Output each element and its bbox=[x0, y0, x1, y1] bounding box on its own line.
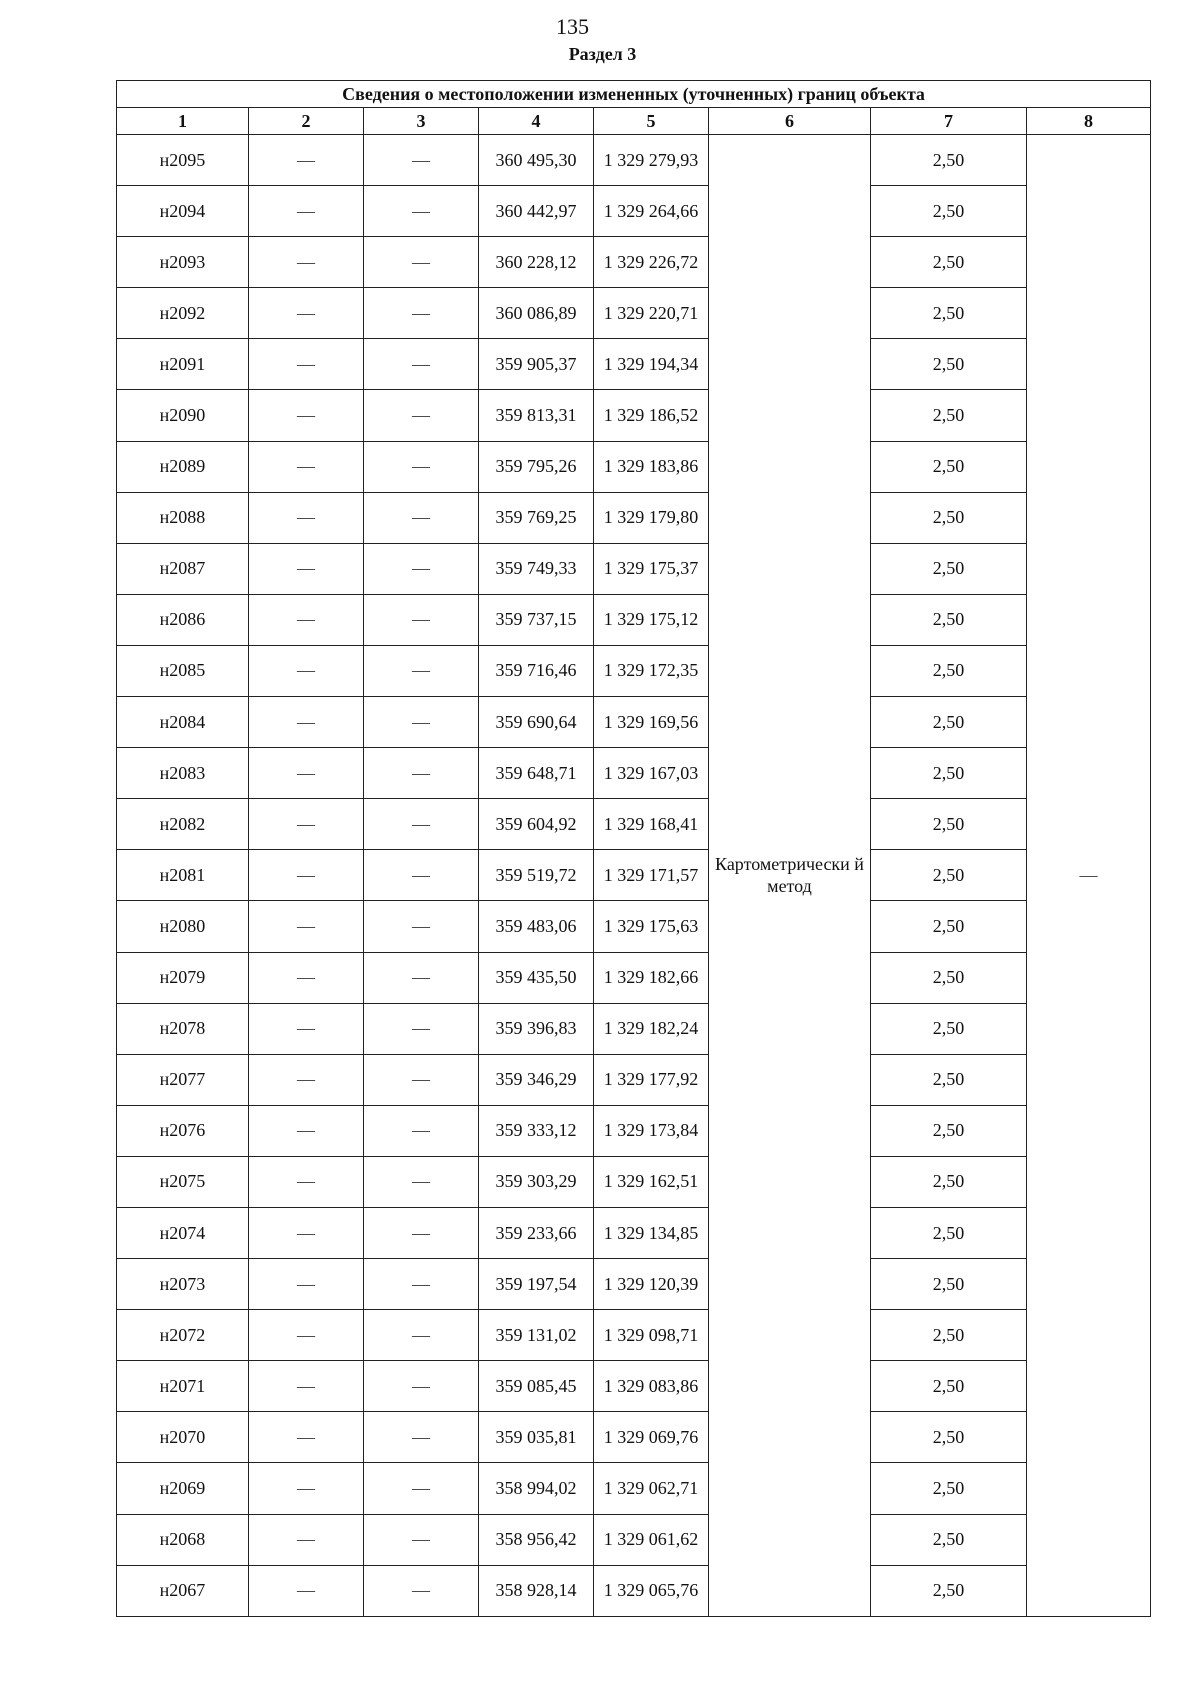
x-coordinate-cell: 360 442,97 bbox=[479, 186, 594, 237]
column-3-cell: — bbox=[364, 288, 479, 339]
column-3-cell: — bbox=[364, 1003, 479, 1054]
x-coordinate-cell: 359 795,26 bbox=[479, 441, 594, 492]
column-3-cell: — bbox=[364, 952, 479, 1003]
column-2-cell: — bbox=[249, 799, 364, 850]
column-2-cell: — bbox=[249, 135, 364, 186]
y-coordinate-cell: 1 329 168,41 bbox=[594, 799, 709, 850]
column-2-cell: — bbox=[249, 901, 364, 952]
column-2-cell: — bbox=[249, 390, 364, 441]
column-3-cell: — bbox=[364, 901, 479, 952]
table-row bbox=[117, 237, 1151, 288]
column-number-1: 1 bbox=[117, 108, 249, 135]
point-name-cell: н2092 bbox=[117, 288, 249, 339]
table-row bbox=[117, 135, 1151, 186]
precision-cell: 2,50 bbox=[871, 492, 1027, 543]
point-name-cell: н2090 bbox=[117, 390, 249, 441]
column-3-cell: — bbox=[364, 748, 479, 799]
table-row bbox=[117, 1463, 1151, 1514]
precision-cell: 2,50 bbox=[871, 135, 1027, 186]
column-3-cell: — bbox=[364, 390, 479, 441]
point-name-cell: н2073 bbox=[117, 1259, 249, 1310]
precision-cell: 2,50 bbox=[871, 1310, 1027, 1361]
point-name-cell: н2083 bbox=[117, 748, 249, 799]
table-row bbox=[117, 1514, 1151, 1565]
point-name-cell: н2068 bbox=[117, 1514, 249, 1565]
y-coordinate-cell: 1 329 179,80 bbox=[594, 492, 709, 543]
column-2-cell: — bbox=[249, 1156, 364, 1207]
column-3-cell: — bbox=[364, 339, 479, 390]
column-3-cell: — bbox=[364, 1514, 479, 1565]
boundary-coordinates-table bbox=[116, 80, 1151, 1617]
column-3-cell: — bbox=[364, 492, 479, 543]
column-2-cell: — bbox=[249, 339, 364, 390]
column-number-7: 7 bbox=[871, 108, 1027, 135]
column-2-cell: — bbox=[249, 1463, 364, 1514]
column-3-cell: — bbox=[364, 186, 479, 237]
column-2-cell: — bbox=[249, 1207, 364, 1258]
table-row bbox=[117, 645, 1151, 696]
table-row bbox=[117, 1310, 1151, 1361]
column-2-cell: — bbox=[249, 186, 364, 237]
y-coordinate-cell: 1 329 183,86 bbox=[594, 441, 709, 492]
table-row bbox=[117, 1105, 1151, 1156]
column-2-cell: — bbox=[249, 645, 364, 696]
column-2-cell: — bbox=[249, 441, 364, 492]
column-3-cell: — bbox=[364, 441, 479, 492]
point-name-cell: н2086 bbox=[117, 594, 249, 645]
precision-cell: 2,50 bbox=[871, 799, 1027, 850]
column-2-cell: — bbox=[249, 492, 364, 543]
x-coordinate-cell: 359 769,25 bbox=[479, 492, 594, 543]
table-row bbox=[117, 186, 1151, 237]
point-name-cell: н2094 bbox=[117, 186, 249, 237]
point-name-cell: н2078 bbox=[117, 1003, 249, 1054]
table-row bbox=[117, 441, 1151, 492]
precision-cell: 2,50 bbox=[871, 1207, 1027, 1258]
column-2-cell: — bbox=[249, 748, 364, 799]
x-coordinate-cell: 360 228,12 bbox=[479, 237, 594, 288]
y-coordinate-cell: 1 329 134,85 bbox=[594, 1207, 709, 1258]
x-coordinate-cell: 360 495,30 bbox=[479, 135, 594, 186]
column-2-cell: — bbox=[249, 1105, 364, 1156]
column-2-cell: — bbox=[249, 1310, 364, 1361]
table-row bbox=[117, 288, 1151, 339]
table-caption: Сведения о местоположении измененных (уточненных) границ объекта bbox=[117, 81, 1151, 108]
y-coordinate-cell: 1 329 175,63 bbox=[594, 901, 709, 952]
y-coordinate-cell: 1 329 062,71 bbox=[594, 1463, 709, 1514]
precision-cell: 2,50 bbox=[871, 543, 1027, 594]
column-3-cell: — bbox=[364, 645, 479, 696]
y-coordinate-cell: 1 329 083,86 bbox=[594, 1361, 709, 1412]
precision-cell: 2,50 bbox=[871, 1156, 1027, 1207]
y-coordinate-cell: 1 329 169,56 bbox=[594, 697, 709, 748]
x-coordinate-cell: 359 396,83 bbox=[479, 1003, 594, 1054]
table-row bbox=[117, 543, 1151, 594]
x-coordinate-cell: 359 035,81 bbox=[479, 1412, 594, 1463]
point-name-cell: н2084 bbox=[117, 697, 249, 748]
point-name-cell: н2091 bbox=[117, 339, 249, 390]
column-3-cell: — bbox=[364, 543, 479, 594]
y-coordinate-cell: 1 329 226,72 bbox=[594, 237, 709, 288]
x-coordinate-cell: 359 303,29 bbox=[479, 1156, 594, 1207]
point-name-cell: н2070 bbox=[117, 1412, 249, 1463]
column-3-cell: — bbox=[364, 1207, 479, 1258]
method-cell: Картометрически й метод bbox=[709, 135, 871, 1617]
column-number-6: 6 bbox=[709, 108, 871, 135]
point-name-cell: н2071 bbox=[117, 1361, 249, 1412]
column-2-cell: — bbox=[249, 1361, 364, 1412]
column-number-8: 8 bbox=[1027, 108, 1151, 135]
point-name-cell: н2093 bbox=[117, 237, 249, 288]
column-3-cell: — bbox=[364, 135, 479, 186]
column-2-cell: — bbox=[249, 1054, 364, 1105]
table-row bbox=[117, 1412, 1151, 1463]
column-3-cell: — bbox=[364, 237, 479, 288]
precision-cell: 2,50 bbox=[871, 594, 1027, 645]
point-name-cell: н2095 bbox=[117, 135, 249, 186]
column-3-cell: — bbox=[364, 697, 479, 748]
y-coordinate-cell: 1 329 120,39 bbox=[594, 1259, 709, 1310]
column-3-cell: — bbox=[364, 1156, 479, 1207]
column-2-cell: — bbox=[249, 288, 364, 339]
x-coordinate-cell: 359 131,02 bbox=[479, 1310, 594, 1361]
column-8-cell: — bbox=[1027, 135, 1151, 1617]
precision-cell: 2,50 bbox=[871, 186, 1027, 237]
point-name-cell: н2081 bbox=[117, 850, 249, 901]
point-name-cell: н2067 bbox=[117, 1565, 249, 1616]
point-name-cell: н2087 bbox=[117, 543, 249, 594]
y-coordinate-cell: 1 329 069,76 bbox=[594, 1412, 709, 1463]
precision-cell: 2,50 bbox=[871, 1412, 1027, 1463]
y-coordinate-cell: 1 329 171,57 bbox=[594, 850, 709, 901]
column-2-cell: — bbox=[249, 1412, 364, 1463]
x-coordinate-cell: 359 333,12 bbox=[479, 1105, 594, 1156]
point-name-cell: н2069 bbox=[117, 1463, 249, 1514]
page-number: 135 bbox=[556, 14, 589, 39]
column-3-cell: — bbox=[364, 1361, 479, 1412]
y-coordinate-cell: 1 329 186,52 bbox=[594, 390, 709, 441]
y-coordinate-cell: 1 329 175,37 bbox=[594, 543, 709, 594]
table-row bbox=[117, 901, 1151, 952]
point-name-cell: н2076 bbox=[117, 1105, 249, 1156]
x-coordinate-cell: 359 604,92 bbox=[479, 799, 594, 850]
x-coordinate-cell: 359 483,06 bbox=[479, 901, 594, 952]
table-row bbox=[117, 339, 1151, 390]
x-coordinate-cell: 359 197,54 bbox=[479, 1259, 594, 1310]
precision-cell: 2,50 bbox=[871, 1259, 1027, 1310]
precision-cell: 2,50 bbox=[871, 1105, 1027, 1156]
point-name-cell: н2088 bbox=[117, 492, 249, 543]
point-name-cell: н2077 bbox=[117, 1054, 249, 1105]
precision-cell: 2,50 bbox=[871, 1565, 1027, 1616]
table-row bbox=[117, 799, 1151, 850]
column-2-cell: — bbox=[249, 594, 364, 645]
point-name-cell: н2089 bbox=[117, 441, 249, 492]
table-row bbox=[117, 1207, 1151, 1258]
point-name-cell: н2079 bbox=[117, 952, 249, 1003]
y-coordinate-cell: 1 329 220,71 bbox=[594, 288, 709, 339]
point-name-cell: н2075 bbox=[117, 1156, 249, 1207]
x-coordinate-cell: 359 737,15 bbox=[479, 594, 594, 645]
precision-cell: 2,50 bbox=[871, 339, 1027, 390]
x-coordinate-cell: 359 233,66 bbox=[479, 1207, 594, 1258]
column-3-cell: — bbox=[364, 1565, 479, 1616]
precision-cell: 2,50 bbox=[871, 748, 1027, 799]
point-name-cell: н2082 bbox=[117, 799, 249, 850]
column-2-cell: — bbox=[249, 1003, 364, 1054]
precision-cell: 2,50 bbox=[871, 1514, 1027, 1565]
table-row bbox=[117, 952, 1151, 1003]
table-row bbox=[117, 594, 1151, 645]
column-number-3: 3 bbox=[364, 108, 479, 135]
table-row bbox=[117, 390, 1151, 441]
x-coordinate-cell: 359 346,29 bbox=[479, 1054, 594, 1105]
y-coordinate-cell: 1 329 175,12 bbox=[594, 594, 709, 645]
table-row bbox=[117, 850, 1151, 901]
precision-cell: 2,50 bbox=[871, 1003, 1027, 1054]
table-row bbox=[117, 748, 1151, 799]
precision-cell: 2,50 bbox=[871, 237, 1027, 288]
precision-cell: 2,50 bbox=[871, 952, 1027, 1003]
column-number-5: 5 bbox=[594, 108, 709, 135]
y-coordinate-cell: 1 329 177,92 bbox=[594, 1054, 709, 1105]
y-coordinate-cell: 1 329 065,76 bbox=[594, 1565, 709, 1616]
table-body bbox=[117, 135, 1151, 1617]
precision-cell: 2,50 bbox=[871, 1463, 1027, 1514]
y-coordinate-cell: 1 329 264,66 bbox=[594, 186, 709, 237]
x-coordinate-cell: 358 956,42 bbox=[479, 1514, 594, 1565]
column-number-row bbox=[117, 108, 1151, 135]
table-row bbox=[117, 1156, 1151, 1207]
precision-cell: 2,50 bbox=[871, 645, 1027, 696]
y-coordinate-cell: 1 329 162,51 bbox=[594, 1156, 709, 1207]
y-coordinate-cell: 1 329 173,84 bbox=[594, 1105, 709, 1156]
x-coordinate-cell: 359 905,37 bbox=[479, 339, 594, 390]
column-3-cell: — bbox=[364, 1463, 479, 1514]
x-coordinate-cell: 359 519,72 bbox=[479, 850, 594, 901]
column-2-cell: — bbox=[249, 237, 364, 288]
column-2-cell: — bbox=[249, 1259, 364, 1310]
x-coordinate-cell: 359 435,50 bbox=[479, 952, 594, 1003]
point-name-cell: н2074 bbox=[117, 1207, 249, 1258]
column-3-cell: — bbox=[364, 1054, 479, 1105]
column-2-cell: — bbox=[249, 543, 364, 594]
table-row bbox=[117, 697, 1151, 748]
precision-cell: 2,50 bbox=[871, 901, 1027, 952]
point-name-cell: н2080 bbox=[117, 901, 249, 952]
x-coordinate-cell: 359 813,31 bbox=[479, 390, 594, 441]
y-coordinate-cell: 1 329 182,24 bbox=[594, 1003, 709, 1054]
column-3-cell: — bbox=[364, 1105, 479, 1156]
y-coordinate-cell: 1 329 194,34 bbox=[594, 339, 709, 390]
column-2-cell: — bbox=[249, 850, 364, 901]
x-coordinate-cell: 358 994,02 bbox=[479, 1463, 594, 1514]
column-3-cell: — bbox=[364, 1259, 479, 1310]
x-coordinate-cell: 359 716,46 bbox=[479, 645, 594, 696]
x-coordinate-cell: 360 086,89 bbox=[479, 288, 594, 339]
precision-cell: 2,50 bbox=[871, 1054, 1027, 1105]
column-3-cell: — bbox=[364, 1310, 479, 1361]
column-3-cell: — bbox=[364, 850, 479, 901]
column-2-cell: — bbox=[249, 952, 364, 1003]
x-coordinate-cell: 359 648,71 bbox=[479, 748, 594, 799]
column-2-cell: — bbox=[249, 1514, 364, 1565]
column-3-cell: — bbox=[364, 594, 479, 645]
table-row bbox=[117, 1054, 1151, 1105]
precision-cell: 2,50 bbox=[871, 697, 1027, 748]
y-coordinate-cell: 1 329 279,93 bbox=[594, 135, 709, 186]
column-2-cell: — bbox=[249, 697, 364, 748]
precision-cell: 2,50 bbox=[871, 288, 1027, 339]
section-title: Раздел 3 bbox=[568, 44, 637, 64]
column-2-cell: — bbox=[249, 1565, 364, 1616]
table-row bbox=[117, 492, 1151, 543]
x-coordinate-cell: 358 928,14 bbox=[479, 1565, 594, 1616]
precision-cell: 2,50 bbox=[871, 441, 1027, 492]
column-3-cell: — bbox=[364, 799, 479, 850]
table-row bbox=[117, 1003, 1151, 1054]
column-number-2: 2 bbox=[249, 108, 364, 135]
column-number-4: 4 bbox=[479, 108, 594, 135]
table-row bbox=[117, 1565, 1151, 1616]
y-coordinate-cell: 1 329 061,62 bbox=[594, 1514, 709, 1565]
x-coordinate-cell: 359 690,64 bbox=[479, 697, 594, 748]
table-row bbox=[117, 1361, 1151, 1412]
table-row bbox=[117, 1259, 1151, 1310]
point-name-cell: н2085 bbox=[117, 645, 249, 696]
y-coordinate-cell: 1 329 167,03 bbox=[594, 748, 709, 799]
x-coordinate-cell: 359 749,33 bbox=[479, 543, 594, 594]
x-coordinate-cell: 359 085,45 bbox=[479, 1361, 594, 1412]
precision-cell: 2,50 bbox=[871, 850, 1027, 901]
point-name-cell: н2072 bbox=[117, 1310, 249, 1361]
y-coordinate-cell: 1 329 098,71 bbox=[594, 1310, 709, 1361]
column-3-cell: — bbox=[364, 1412, 479, 1463]
y-coordinate-cell: 1 329 182,66 bbox=[594, 952, 709, 1003]
y-coordinate-cell: 1 329 172,35 bbox=[594, 645, 709, 696]
precision-cell: 2,50 bbox=[871, 1361, 1027, 1412]
precision-cell: 2,50 bbox=[871, 390, 1027, 441]
